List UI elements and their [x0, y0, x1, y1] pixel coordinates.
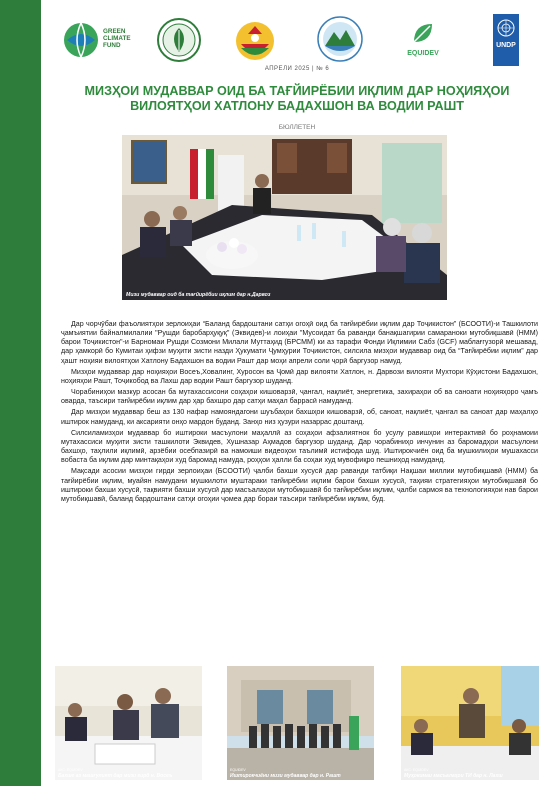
hero-photo [122, 135, 447, 300]
bulletin-label: БЮЛЛЕТЕН [278, 124, 316, 131]
photo-lakhsh [401, 666, 539, 780]
bottom-photos [55, 666, 539, 781]
gcf-logo [63, 20, 145, 66]
regional-logo [317, 16, 363, 62]
paragraph: Мизҳои мудаввар дар ноҳияҳои Восеъ,Ховалинг, Хуросон ва Ҷомӣ дар вилояти Хатлон, н. Дарвози вилояти Мухтори Кӯҳистони Бадахшон, ноҳияҳои Рашт, Тоҷикобод ва Лахш дар водии Рашт баргузор шуданд. [61, 367, 538, 385]
gcf-globe-icon [63, 22, 99, 58]
state-emblem-icon [233, 16, 277, 64]
bulletin-page [41, 0, 553, 786]
group-photo-illustration [227, 666, 374, 780]
equidev-logo [399, 20, 447, 64]
paragraph: Мақсади асосии мизҳои гирди зерлоиҳаи (БСООТИ) ҷалби бахши хусусӣ дар раванди татбиқи Нақшаи миллии мутобиқшавӣ (НММ) ба тағйирёбии иқлим, муайян намудани мушкилоти муштараки тағйирёбии иқлим барои бахши хусусӣ, таҳияи стратегияҳои мутобиқшавӣ бо иштироки бахши хусусӣ, тақвияти бахши хусусӣ дар масъалаҳои мутобиқшавӣ бо тағйирёбии иқлим, ҷалби сармоя ва технологияҳои нав барои мутобиқшавӣ, баланд бардоштани сатҳи огоҳии ҷомеа дар бораи таъсири тағйирёбии иқлим, буд. [61, 467, 538, 503]
article-body [61, 320, 538, 506]
paragraph: Дар мизҳои мудаввар беш аз 130 нафар намояндагони шуъбаҳои бахшҳои кишоварзӣ, об, саноат, нақлиёт, ҷангал ва саноат дар маҳалҳо иштирок намуданд, ки аксарияти онҳо мардон буданд. Занҳо низ ҳузури назаррас доштанд. [61, 408, 538, 426]
leaf-emblem-icon [157, 18, 201, 62]
meeting-photo-illustration [122, 135, 447, 300]
photo-source: АКС: EQUIDEV [58, 768, 83, 772]
undp-logo [493, 14, 519, 66]
tajikistan-emblem [233, 16, 277, 64]
photo-caption: Иштирокчиёни мизи мудаввар дар н. Рашт [230, 773, 341, 779]
equidev-text: EQUIDEV [407, 50, 439, 57]
un-emblem-icon [496, 18, 516, 38]
photo-source: АКС: EQUIDEV [404, 768, 429, 772]
paragraph: Чорабиниҳои мазкур асосан ба мутахассисони соҳаҳои кишоварзӣ, ҷангал, нақлиёт, энергетика, захираҳои об ва саноати ноҳияҳоро ҷамъ оварда, таъсири тағйирёбии иқлим дар ҳар бахшро дар сатҳи маҳал баррасӣ намуданд. [61, 388, 538, 406]
equidev-leaf-icon [410, 20, 436, 46]
logo-row [63, 14, 533, 72]
photo-caption: Бахше аз машғулият дар мизи гирд н. Восеъ [58, 773, 173, 779]
committee-logo [157, 18, 201, 62]
mountain-emblem-icon [317, 16, 363, 62]
paragraph: Силсиламизҳои мудаввар бо иштироки масъулони маҳаллӣ аз соҳаҳои афзалиятнок бо усулу равишҳои интерактивӣ бо роҳнамоии мутахассиси муҳити зисти ташкилоти Эквидев, Хушназар Аҳмадов баргузор шуданд. Дар чорабиниҳо инчунин аз баромадҳои масъулони бахшҳо, таҳлили иқлимӣ, арзёбии осебпазирӣ ва намоиши видеоҳои таълимӣ истифода шуд. Иштирокчиён оид ба мушкилиҳои мушахасси вобаста ба иқлим дар минтақаҳои худ баромад намуда, роҳҳои ҳалли ба соҳаи худ мувофиқро пешниҳод намуданд. [61, 428, 538, 465]
workshop-photo-illustration [55, 666, 202, 780]
discussion-photo-illustration [401, 666, 539, 780]
undp-text: U N D P [496, 42, 516, 49]
issue-line: АПРЕЛИ 2025 | № 6 [264, 66, 330, 72]
photo-rasht [227, 666, 374, 780]
photo-vose [55, 666, 202, 780]
paragraph: Дар чорчӯбаи фаъолиятҳои зерлоиҳаи “Баланд бардоштани сатҳи огоҳӣ оид ба тағйирёбии иқлим дар Тоҷикистон” (БСООТИ)-и Ташкилоти ҷамъиятии байналмилалии "Рушди баробарҳуқуқ" (Эквидев)-и лоиҳаи "Мусоидат ба раванди банақшагирии самараноки мутобиқшавӣ (НММ) барои Тоҷикистон"-и Барномаи Рушди Созмони Милали Муттаҳид (БРСММ) ки аз тарафи Фонди Иқлимии Сабз (GCF) маблағгузорӣ мешавад, дар ҳамкорӣ бо Кумитаи ҳифзи муҳити зисти назди Ҳукумати Ҷумҳурии Тоҷикистон, силсила мизҳои мудаввар оид ба “Тағйирёбии иқлим” дар ҳашт ноҳияи вилоятҳои Хатлону Бадахшон ва водии Рашт дар моҳи апрели соли ҷорӣ баргузор намуд. [61, 320, 538, 365]
left-green-stripe [0, 0, 41, 786]
page-title: МИЗҲОИ МУДАВВАР ОИД БА ТАҒЙИРЁБИИ ИҚЛИМ ДАР НОҲИЯҲОИ ВИЛОЯТҲОИ ХАТЛОНУ БАДАХШОН ВА ВОДИИ РАШТ [84, 84, 510, 113]
gcf-text: GREEN CLIMATE FUND [103, 28, 131, 49]
photo-source: EQUIDEV [230, 768, 246, 772]
hero-caption: Мизи мудаввар оид ба тағйирёбии иқлим дар н.Дарвоз [126, 292, 271, 298]
photo-caption: Муҳокимаи масъалаҳои ТИ дар н. Лахш [404, 773, 503, 779]
